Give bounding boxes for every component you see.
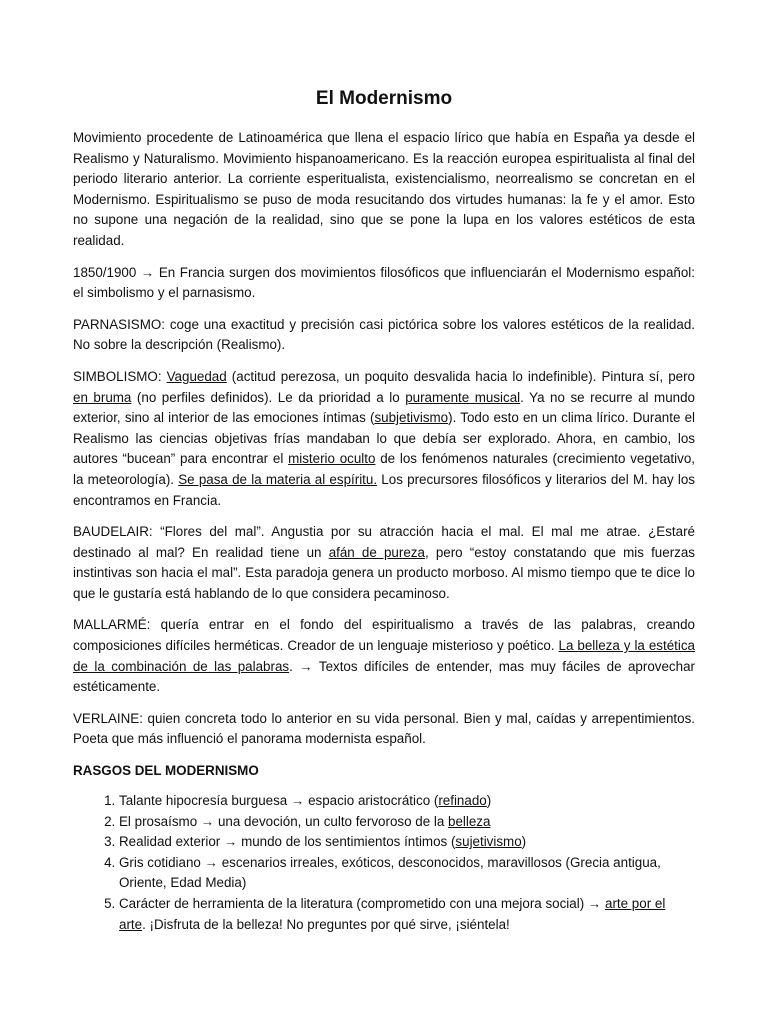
page-title: El Modernismo xyxy=(315,88,453,109)
paragraph-simbolismo xyxy=(73,367,695,511)
underlined-term: sujetivismo xyxy=(455,834,522,850)
underlined-term: misterio oculto xyxy=(288,451,376,467)
text-run: MALLARMÉ: quería entrar en el fondo del espiritualismo a través de las palabras, creando composiciones difíciles herméticas. Creador de un lenguaje misterioso y poético. xyxy=(73,617,695,654)
arrow-right-icon: → xyxy=(140,264,155,280)
underlined-term: puramente musical xyxy=(405,389,521,405)
text-run: Carácter de herramienta de la literatura (comprometido con una mejora social) xyxy=(119,896,588,911)
text-run: escenarios irreales, exóticos, desconocidos, maravillosos (Grecia antigua, Oriente, Edad Media) xyxy=(119,854,661,891)
text-run: (no perfiles definidos). Le da prioridad a lo xyxy=(131,389,406,405)
underlined-term: La belleza y la estética de la combinación de las palabras xyxy=(73,638,695,674)
underlined-term: Vaguedad xyxy=(166,368,227,384)
text-run: Los precursores filosóficos y literarios del M. hay los encontramos en Francia. xyxy=(73,471,695,508)
paragraph-baudelair xyxy=(73,522,695,604)
text-run: . Ya no se recurre al mundo exterior, sino al interior de las emociones íntimas ( xyxy=(73,389,695,426)
underlined-term: belleza xyxy=(448,813,491,829)
paragraph-verlaine: VERLAINE: quien concreta todo lo anterior en su vida personal. Bien y mal, caídas y arrepentimientos. Poeta que más influenció el panorama modernista español. xyxy=(73,710,695,747)
section-heading-rasgos: RASGOS DEL MODERNISMO xyxy=(73,763,259,779)
list-item xyxy=(119,791,695,812)
text-run: ). Todo esto en un clima lírico. Durante el Realismo las ciencias objetivas frías mandaban lo que debía ser explorado. Ahora, en cambio, los autores “bucean” para encontrar el xyxy=(73,410,695,467)
text-run: ) xyxy=(486,793,492,809)
arrow-right-icon: → xyxy=(299,658,313,674)
text-run: SIMBOLISMO: xyxy=(73,368,167,384)
paragraph-text: En Francia surgen dos movimientos filosóficos que influenciarán el Modernismo español: el simbolismo y el parnasismo. xyxy=(73,264,695,301)
underlined-term: arte por el arte xyxy=(119,896,666,932)
arrow-right-icon: → xyxy=(200,813,215,829)
text-run: . xyxy=(289,658,300,674)
underlined-term: en bruma xyxy=(73,389,132,405)
text-run: (actitud perezosa, un poquito desvalida hacia lo indefinible). Pintura sí, pero xyxy=(226,368,695,384)
list-item xyxy=(119,812,695,833)
intro-paragraph: Movimiento procedente de Latinoamérica que llena el espacio lírico que había en España ya desde el Realismo y Naturalismo. Movimiento hispanoamericano. Es la reacción europea espiritualista al final del periodo literario anterior. La corriente esperitualista, existencialismo, neorrealismo se concretan en el Modernismo. Espiritualismo se puso de moda resucitando dos virtudes humanas: la fe y el amor. Esto no supone una negación de la realidad, sino que se pone la lupa en los valores estéticos de esta realidad. xyxy=(73,130,695,248)
text-run: Gris cotidiano xyxy=(119,854,205,870)
arrow-right-icon: → xyxy=(290,793,305,809)
text-run: , pero “estoy constatando que mis fuerzas instintivas son hacia el mal”. Esta paradoja genera un producto morboso. Al mismo tiempo que te dice lo que le gustaría está hablando de lo que considera pecaminoso. xyxy=(73,544,695,601)
text-run: BAUDELAIR: “Flores del mal”. Angustia por su atracción hacia el mal. El mal me atrae. ¿Estaré destinado al mal? En realidad tiene un xyxy=(73,524,695,560)
date-range: 1850/1900 xyxy=(73,264,137,280)
text-run: una devoción, un culto fervoroso de la xyxy=(214,813,449,829)
underlined-term: afán de pureza xyxy=(328,544,425,560)
list-item xyxy=(119,853,695,894)
text-run: espacio aristocrático ( xyxy=(304,793,439,809)
text-run: Realidad exterior xyxy=(119,834,224,850)
paragraph-1850 xyxy=(73,263,695,304)
text-run: de los fenómenos naturales (crecimiento vegetativo, la meteorología). xyxy=(73,451,695,487)
text-run: mundo de los sentimientos íntimos ( xyxy=(237,834,456,850)
underlined-term: refinado xyxy=(438,793,487,809)
text-run: ) xyxy=(521,834,527,850)
arrow-right-icon: → xyxy=(223,834,238,850)
paragraph-parnasismo: PARNASISMO: coge una exactitud y precisión casi pictórica sobre los valores estéticos de la realidad. No sobre la descripción (Realismo). xyxy=(73,316,695,353)
list-item xyxy=(119,832,695,853)
paragraph-mallarme xyxy=(73,615,695,697)
arrow-right-icon: → xyxy=(587,896,602,911)
text-run: Textos difíciles de entender, mas muy fáciles de aprovechar estéticamente. xyxy=(73,658,695,695)
text-run: El prosaísmo xyxy=(119,813,201,829)
underlined-term: subjetivismo xyxy=(374,410,449,426)
arrow-right-icon: → xyxy=(204,854,218,870)
text-run: Talante hipocresía burguesa xyxy=(119,793,291,809)
underlined-term: Se pasa de la materia al espíritu. xyxy=(178,471,378,487)
text-run: . ¡Disfruta de la belleza! No preguntes por qué sirve, ¡siéntela! xyxy=(142,916,510,932)
list-item xyxy=(119,894,695,935)
rasgos-list xyxy=(73,791,695,935)
